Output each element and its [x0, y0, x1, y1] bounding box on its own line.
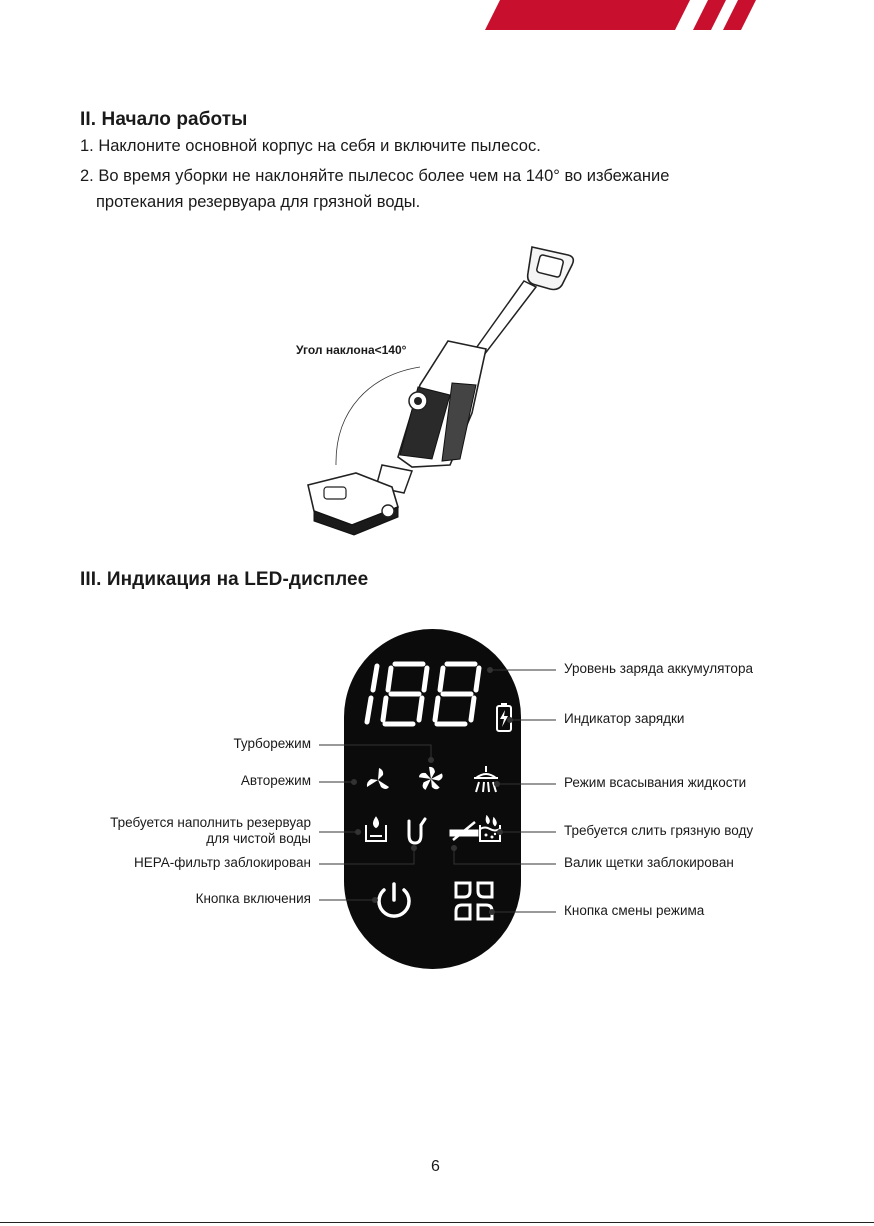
bottom-rule	[0, 1222, 874, 1223]
mode-switch-icon[interactable]	[453, 880, 495, 922]
dirty-water-tank-icon	[476, 815, 504, 845]
section-title-start: II. Начало работы	[80, 109, 248, 130]
label-fill-clean-tank-line2: для чистой воды	[206, 831, 311, 846]
power-icon[interactable]	[372, 880, 416, 924]
page-number: 6	[431, 1158, 440, 1175]
label-turbo-mode: Турборежим	[233, 736, 311, 751]
charging-icon	[494, 702, 514, 734]
turbo-fan-icon	[415, 763, 447, 795]
step-2: 2. Во время уборки не наклоняйте пылесос более чем на 140° во избежание	[80, 167, 670, 185]
label-mode-button: Кнопка смены режима	[564, 903, 705, 918]
header-accent-bars	[480, 0, 780, 34]
label-auto-mode: Авторежим	[240, 773, 311, 788]
auto-mode-icon	[363, 765, 393, 795]
label-charging-indicator: Индикатор зарядки	[564, 711, 685, 726]
label-battery-level: Уровень заряда аккумулятора	[564, 661, 753, 676]
step-1: 1. Наклоните основной корпус на себя и включите пылесос.	[80, 137, 541, 155]
liquid-suction-icon	[470, 764, 502, 796]
label-drain-dirty-water: Требуется слить грязную воду	[564, 823, 754, 838]
battery-level-digits	[355, 660, 495, 730]
label-liquid-suction: Режим всасывания жидкости	[564, 775, 747, 790]
label-fill-clean-tank-line1: Требуется наполнить резервуар	[110, 815, 311, 830]
section-title-display: III. Индикация на LED-дисплее	[80, 569, 369, 590]
hepa-filter-icon	[405, 815, 429, 847]
step-2-continued: протекания резервуара для грязной воды.	[96, 193, 421, 211]
vacuum-tilt-illustration	[300, 235, 600, 540]
label-roller-blocked: Валик щетки заблокирован	[564, 855, 734, 870]
label-power-button: Кнопка включения	[195, 891, 311, 906]
clean-water-tank-icon	[362, 815, 390, 845]
label-hepa-blocked: HEPA-фильтр заблокирован	[133, 855, 311, 870]
tilt-angle-label: Угол наклона<140°	[296, 343, 407, 357]
